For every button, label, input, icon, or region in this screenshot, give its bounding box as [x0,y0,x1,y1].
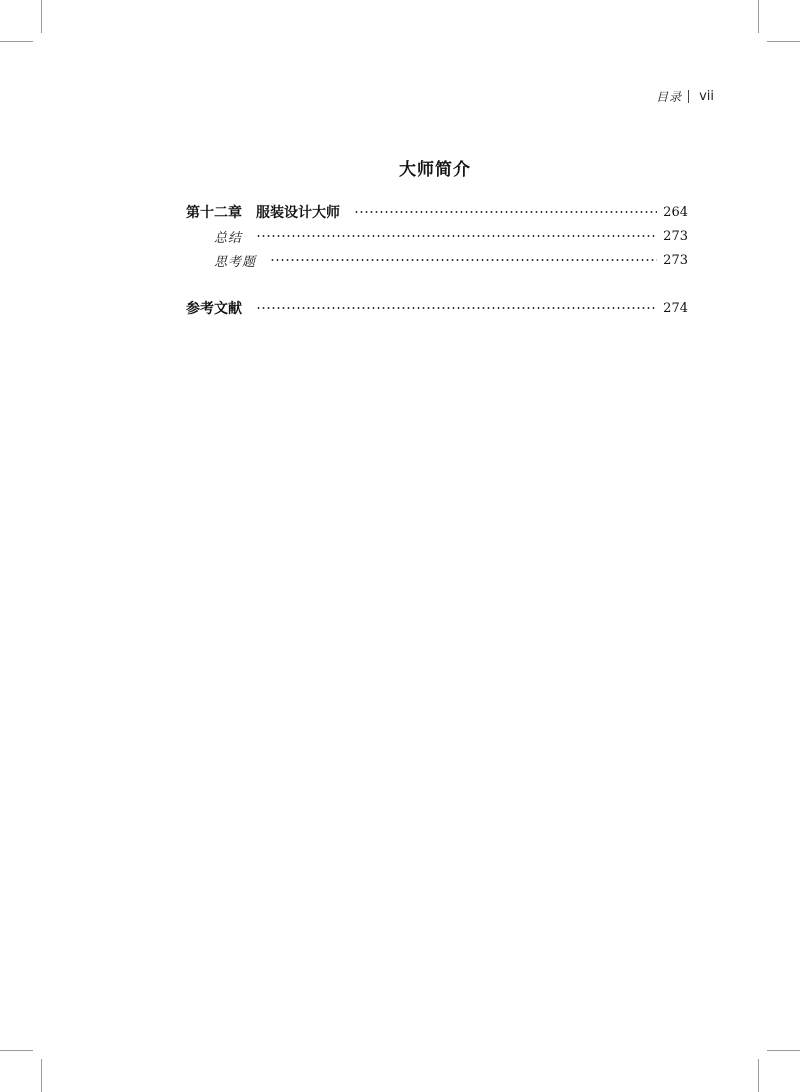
toc-entry-label: 思考题 [214,254,257,270]
toc-entry-label: 参考文献 [186,301,242,317]
toc-page-number: 273 [663,228,688,244]
toc-entry-questions[interactable] [186,248,688,272]
crop-mark [758,0,759,33]
running-head-page-number: vii [699,89,714,104]
toc-page-number: 273 [663,252,688,268]
section-title: 大师简介 [399,160,471,180]
crop-mark [767,1050,800,1051]
crop-mark [41,1059,42,1092]
toc-entry-label [186,202,340,222]
crop-mark [0,1050,33,1051]
toc-entry-references[interactable] [186,296,688,320]
running-head-title: 目录 [656,90,683,104]
toc-page-number: 274 [663,300,688,316]
crop-mark [0,41,33,42]
toc-entry-summary[interactable] [186,224,688,248]
chapter-title: 服装设计大师 [256,205,340,221]
dot-leader [256,235,657,237]
crop-mark [758,1059,759,1092]
chapter-number: 第十二章 [186,205,242,221]
table-of-contents [186,200,688,320]
toc-entry-chapter-12[interactable] [186,200,688,224]
running-head [656,88,714,105]
dot-leader [354,211,657,213]
dot-leader [256,307,657,309]
crop-mark [767,41,800,42]
dot-leader [270,259,657,261]
running-head-divider [688,90,689,103]
toc-entry-label: 总结 [214,230,243,246]
toc-page-number: 264 [663,204,688,220]
crop-mark [41,0,42,33]
